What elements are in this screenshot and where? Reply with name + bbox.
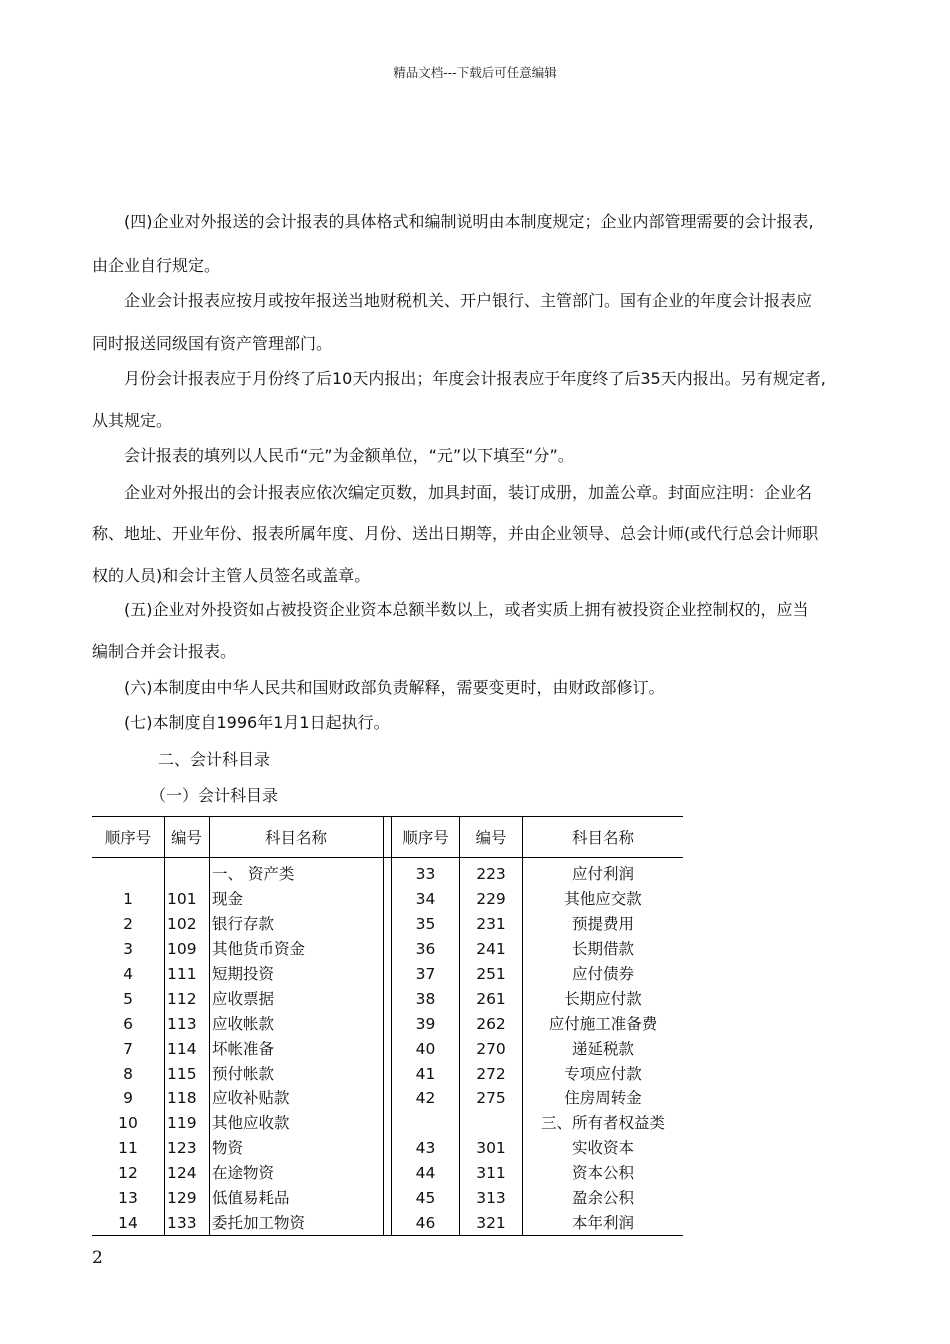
table-cell: 241 (460, 937, 523, 962)
table-cell: 111 (165, 962, 210, 987)
table-cell: 其他应交款 (523, 887, 684, 912)
table-cell: 预付帐款 (210, 1061, 384, 1086)
table-cell: 119 (165, 1111, 210, 1136)
table-row (92, 986, 683, 1011)
column-header: 科目名称 (523, 817, 684, 858)
table-cell: 275 (460, 1086, 523, 1111)
table-cell: 应付债券 (523, 962, 684, 987)
table-cell: 递延税款 (523, 1036, 684, 1061)
table-cell: 盈余公积 (523, 1186, 684, 1211)
table-row (92, 1136, 683, 1161)
table-cell: 坏帐准备 (210, 1036, 384, 1061)
column-divider (384, 986, 392, 1011)
table-cell: 109 (165, 937, 210, 962)
table-cell: 12 (118, 1164, 138, 1183)
table-row (92, 1011, 683, 1036)
column-header: 顺序号 (392, 817, 460, 858)
column-divider (384, 1011, 392, 1036)
subsection-heading: （一）会计科目录 (150, 786, 279, 805)
paragraph-line: 企业对外报出的会计报表应依次编定页数，加具封面，装订成册，加盖公章。封面应注明：企业名 (124, 483, 813, 502)
table-cell: 115 (165, 1061, 210, 1086)
column-divider (384, 1161, 392, 1186)
table-row (92, 887, 683, 912)
table-cell: 133 (165, 1210, 210, 1235)
column-divider (384, 1111, 392, 1136)
page-number: 2 (92, 1248, 103, 1268)
table-cell: 45 (415, 1189, 436, 1208)
table-cell: 37 (415, 965, 436, 983)
table-cell: 41 (415, 1064, 436, 1083)
table-row (92, 1086, 683, 1111)
table-cell: 应收帐款 (210, 1011, 384, 1036)
column-header: 编号 (165, 817, 210, 858)
table-cell: 1 (123, 890, 133, 909)
column-header: 编号 (460, 817, 523, 858)
table-cell: 其他应收款 (210, 1111, 384, 1136)
table-cell: 262 (460, 1011, 523, 1036)
table-cell: 46 (392, 1210, 460, 1235)
table-cell: 102 (165, 912, 210, 937)
table-cell: 114 (165, 1036, 210, 1061)
table-cell: 223 (460, 858, 523, 887)
table-cell: 低值易耗品 (210, 1186, 384, 1211)
table-cell: 预提费用 (523, 912, 684, 937)
column-divider (384, 1061, 392, 1086)
table-row (92, 937, 683, 962)
table-cell: 10 (118, 1114, 138, 1133)
table-cell: 其他货币资金 (210, 937, 384, 962)
table-cell: 270 (460, 1036, 523, 1061)
table-cell: 11 (118, 1139, 138, 1158)
table-row (92, 1186, 683, 1211)
table-cell: 123 (165, 1136, 210, 1161)
table-cell: 311 (460, 1161, 523, 1186)
table-cell: 321 (460, 1210, 523, 1235)
table-cell: 113 (165, 1011, 210, 1036)
table-cell: 313 (460, 1186, 523, 1211)
column-divider (384, 912, 392, 937)
column-divider (384, 962, 392, 987)
table-cell: 36 (415, 940, 436, 959)
table-cell: 261 (460, 986, 523, 1011)
table-cell: 三、所有者权益类 (523, 1111, 684, 1136)
paragraph-line: 从其规定。 (92, 411, 173, 430)
table-row (92, 1210, 683, 1235)
table-cell: 231 (460, 912, 523, 937)
table-cell: 8 (123, 1064, 133, 1083)
column-divider (384, 1186, 392, 1211)
table-cell: 专项应付款 (523, 1061, 684, 1086)
table-cell: 在途物资 (210, 1161, 384, 1186)
column-divider (384, 1086, 392, 1111)
table-header-row (92, 817, 683, 858)
table-cell: 118 (165, 1086, 210, 1111)
paragraph-line: 编制合并会计报表。 (92, 642, 237, 661)
table-cell: 34 (415, 890, 436, 909)
paragraph-line: 称、地址、开业年份、报表所属年度、月份、送出日期等，并由企业领导、总会计师(或代行总会计师职 (92, 524, 819, 543)
table-cell: 本年利润 (523, 1210, 684, 1235)
table-cell: 住房周转金 (523, 1086, 684, 1111)
page-header: 精品文档---下载后可任意编辑 (393, 65, 557, 80)
table-cell: 129 (165, 1186, 210, 1211)
table-cell: 229 (460, 887, 523, 912)
account-catalog-table-wrap (92, 816, 665, 1236)
table-row (92, 912, 683, 937)
table-cell (392, 1111, 460, 1136)
table-cell: 44 (415, 1164, 436, 1183)
table-cell: 101 (165, 887, 210, 912)
paragraph-line: 企业会计报表应按月或按年报送当地财税机关、开户银行、主管部门。国有企业的年度会计报表应 (124, 291, 813, 310)
table-cell: 应付利润 (523, 858, 684, 887)
table-cell: 长期应付款 (523, 986, 684, 1011)
table-cell: 42 (415, 1089, 436, 1108)
table-cell: 5 (123, 989, 133, 1008)
table-cell: 35 (415, 915, 436, 934)
table-cell: 124 (165, 1161, 210, 1186)
paragraph-line: (七)本制度自1996年1月1日起执行。 (124, 713, 390, 732)
table-cell: 短期投资 (210, 962, 384, 987)
table-cell: 实收资本 (523, 1136, 684, 1161)
table-cell: 长期借款 (523, 937, 684, 962)
table-cell: 现金 (210, 887, 384, 912)
table-row (92, 1061, 683, 1086)
section-heading: 二、会计科目录 (158, 750, 271, 769)
table-cell: 112 (165, 986, 210, 1011)
table-cell: 物资 (210, 1136, 384, 1161)
table-cell: 40 (415, 1039, 436, 1058)
table-cell: 272 (460, 1061, 523, 1086)
table-cell: 301 (460, 1136, 523, 1161)
table-row (92, 1111, 683, 1136)
table-cell: 13 (118, 1189, 138, 1208)
table-cell: 9 (123, 1089, 133, 1108)
table-cell: 6 (123, 1014, 133, 1033)
table-cell: 委托加工物资 (210, 1210, 384, 1235)
table-row (92, 962, 683, 987)
column-divider (384, 858, 392, 887)
table-cell: 资本公积 (523, 1161, 684, 1186)
column-divider (384, 1210, 392, 1235)
table-cell: 4 (123, 965, 133, 983)
account-catalog-table (92, 816, 683, 1236)
table-cell: 38 (415, 989, 436, 1008)
table-cell: 33 (415, 865, 436, 884)
table-row (92, 858, 683, 887)
paragraph-line: 同时报送同级国有资产管理部门。 (92, 334, 333, 353)
paragraph-line: 由企业自行规定。 (92, 256, 221, 275)
paragraph-line: (五)企业对外投资如占被投资企业资本总额半数以上，或者实质上拥有被投资企业控制权的，应当 (124, 600, 809, 619)
column-divider (384, 1036, 392, 1061)
table-cell: 14 (92, 1210, 165, 1235)
table-cell: 7 (123, 1039, 133, 1058)
table-cell: 43 (415, 1139, 436, 1158)
column-divider (384, 937, 392, 962)
table-cell: 2 (123, 915, 133, 934)
column-divider (384, 887, 392, 912)
paragraph-line: 会计报表的填列以人民币“元”为金额单位，“元”以下填至“分”。 (124, 446, 574, 465)
table-cell: 一、 资产类 (210, 858, 384, 887)
paragraph-line: (四)企业对外报送的会计报表的具体格式和编制说明由本制度规定；企业内部管理需要的会计报表, (124, 212, 814, 231)
column-header: 科目名称 (210, 817, 384, 858)
table-cell (165, 858, 210, 887)
table-cell: 银行存款 (210, 912, 384, 937)
column-header: 顺序号 (92, 817, 165, 858)
column-divider (384, 817, 392, 858)
table-cell: 39 (415, 1014, 436, 1033)
column-divider (384, 1136, 392, 1161)
paragraph-line: 月份会计报表应于月份终了后10天内报出；年度会计报表应于年度终了后35天内报出。另有规定者, (124, 369, 826, 388)
table-cell: 应付施工准备费 (523, 1011, 684, 1036)
table-cell: 3 (123, 940, 133, 959)
table-row (92, 1161, 683, 1186)
table-cell: 251 (460, 962, 523, 987)
table-cell: 应收补贴款 (210, 1086, 384, 1111)
table-cell: 应收票据 (210, 986, 384, 1011)
table-cell (460, 1111, 523, 1136)
paragraph-line: 权的人员)和会计主管人员签名或盖章。 (92, 566, 371, 585)
table-cell (92, 858, 165, 887)
table-row (92, 1036, 683, 1061)
paragraph-line: (六)本制度由中华人民共和国财政部负责解释，需要变更时，由财政部修订。 (124, 678, 665, 697)
